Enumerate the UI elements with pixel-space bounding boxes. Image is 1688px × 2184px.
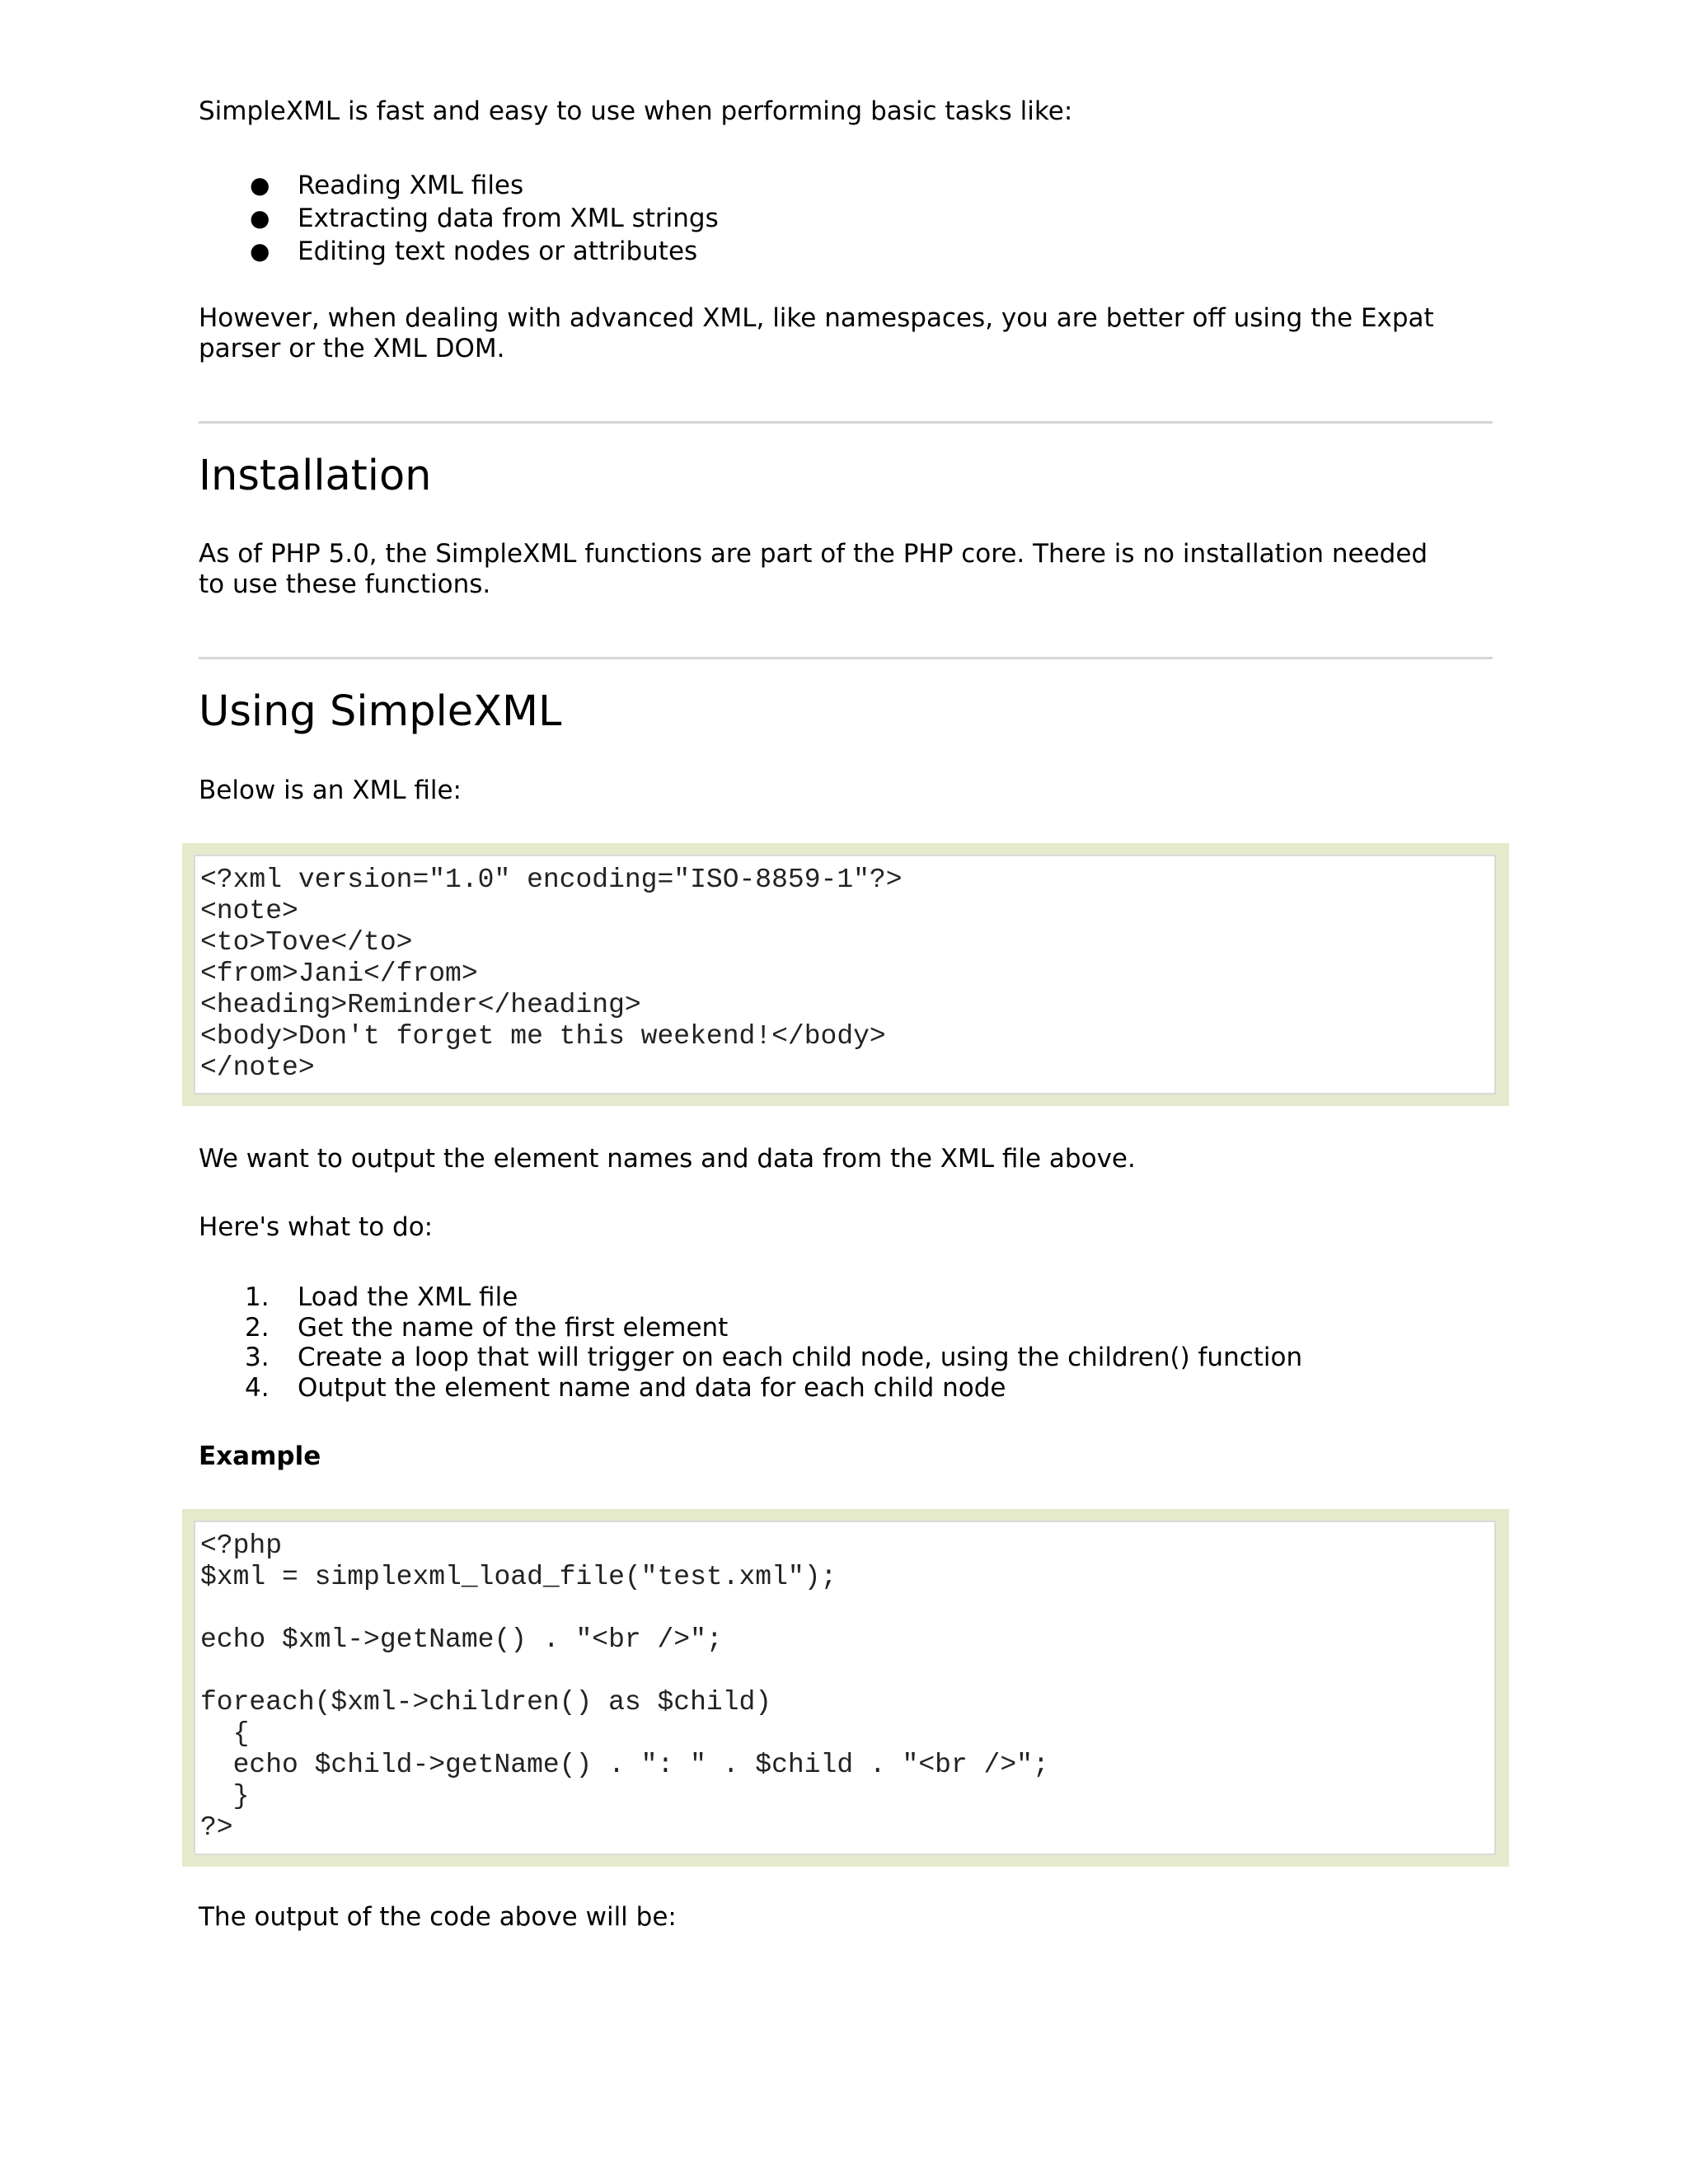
code-line: <?xml version="1.0" encoding="ISO-8859-1"?> [200, 865, 903, 895]
code-line: foreach($xml->children() as $child) [200, 1687, 772, 1718]
code-line: $xml = simplexml_load_file("test.xml"); [200, 1562, 837, 1592]
bullet-icon: ● [250, 171, 270, 199]
code-line: <?php [200, 1530, 283, 1561]
using-heading: Using SimpleXML [199, 687, 562, 736]
bullet-icon: ● [250, 204, 270, 232]
code-line: ?> [200, 1812, 233, 1843]
feature-list [199, 169, 719, 268]
howto-text: Here's what to do: [199, 1212, 434, 1242]
code-line: echo $child->getName() . ": " . $child . "<br />"; [200, 1750, 1049, 1780]
caveat-text: However, when dealing with advanced XML, like namespaces, you are better off using the Expat parser or the XML DOM. [199, 303, 1434, 363]
list-item [199, 169, 719, 202]
installation-heading: Installation [199, 452, 432, 500]
step-number: 1. [245, 1282, 270, 1312]
list-item [199, 1343, 1302, 1373]
code-line: </note> [200, 1052, 315, 1083]
code-line [200, 1593, 1494, 1624]
xml-code-block [194, 855, 1496, 1094]
installation-text: As of PHP 5.0, the SimpleXML functions are part of the PHP core. There is no installation needed to use these functions. [199, 539, 1428, 599]
step-number: 2. [245, 1312, 270, 1343]
code-line: <to>Tove</to> [200, 927, 413, 958]
code-line: <note> [200, 896, 298, 926]
list-item [199, 1313, 1302, 1343]
section-divider [199, 657, 1493, 659]
code-line [200, 1656, 1494, 1687]
list-item-text: Load the XML file [298, 1282, 518, 1312]
list-item-text: Editing text nodes or attributes [298, 237, 698, 266]
code-line: <heading>Reminder</heading> [200, 990, 641, 1020]
section-divider [199, 421, 1493, 424]
step-number: 3. [245, 1343, 270, 1372]
xml-file-intro: Below is an XML file: [199, 776, 462, 805]
list-item [199, 235, 719, 268]
code-line: } [200, 1781, 250, 1811]
goal-text: We want to output the element names and data from the XML file above. [199, 1144, 1136, 1174]
list-item-text: Extracting data from XML strings [298, 204, 719, 233]
list-item-text: Reading XML files [298, 171, 524, 200]
example-label: Example [199, 1441, 321, 1471]
intro-text: SimpleXML is fast and easy to use when performing basic tasks like: [199, 96, 1073, 126]
step-number: 4. [245, 1372, 270, 1403]
list-item [199, 202, 719, 235]
list-item-text: Output the element name and data for each child node [298, 1372, 1006, 1403]
bullet-icon: ● [250, 237, 270, 265]
code-line: <body>Don't forget me this weekend!</body> [200, 1021, 886, 1052]
list-item [199, 1373, 1302, 1404]
list-item [199, 1282, 1302, 1313]
list-item-text: Create a loop that will trigger on each child node, using the children() function [298, 1343, 1303, 1372]
php-code-block [194, 1521, 1496, 1855]
steps-list [199, 1282, 1302, 1403]
php-code-frame [182, 1509, 1509, 1867]
code-line: echo $xml->getName() . "<br />"; [200, 1624, 723, 1655]
list-item-text: Get the name of the first element [298, 1312, 729, 1343]
code-line: { [200, 1718, 250, 1749]
code-line: <from>Jani</from> [200, 958, 478, 989]
output-intro: The output of the code above will be: [199, 1902, 677, 1932]
xml-code-frame [182, 843, 1509, 1106]
